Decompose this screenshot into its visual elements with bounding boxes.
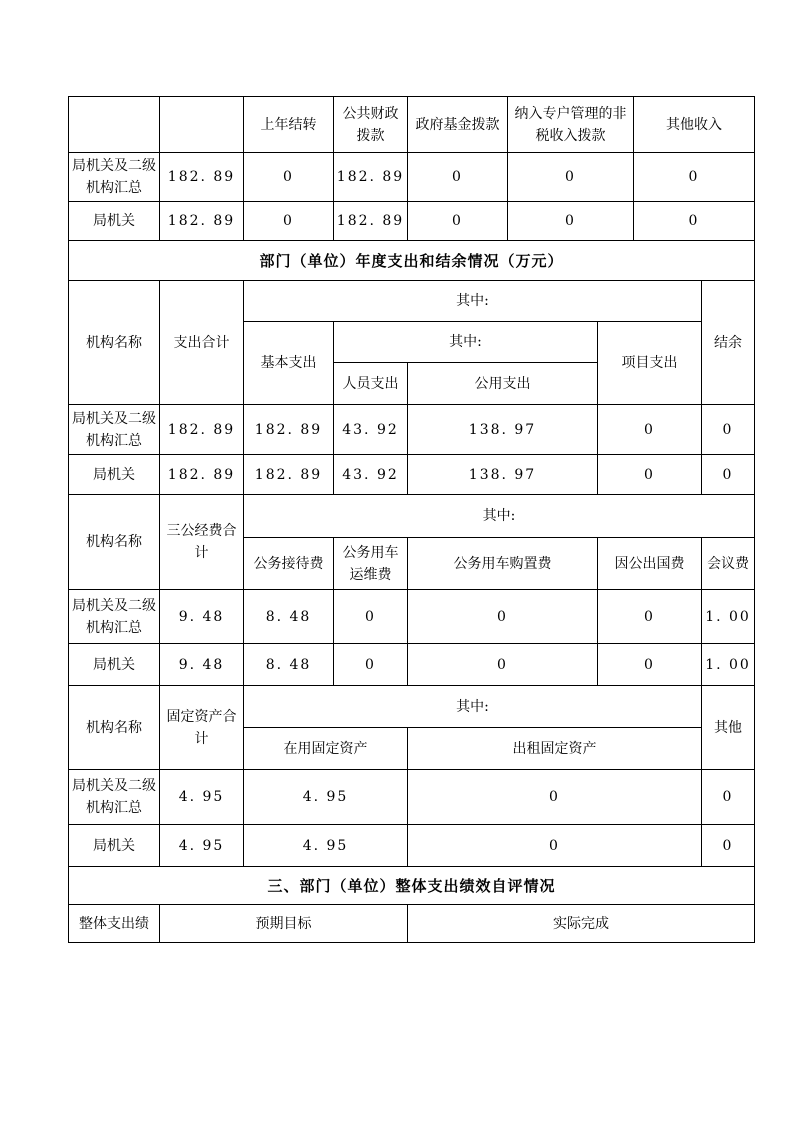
cell-value: 0	[244, 202, 334, 241]
cell-value: 0	[408, 153, 508, 202]
header-assets-total: 固定资产合计	[160, 686, 244, 770]
header-personnel-expense: 人员支出	[334, 363, 408, 405]
cell-value: 0	[634, 202, 755, 241]
cell-value: 182. 89	[244, 455, 334, 495]
org-name: 局机关及二级机构汇总	[69, 590, 160, 644]
income-header-other: 其他收入	[634, 97, 755, 153]
section-title: 部门（单位）年度支出和结余情况（万元）	[69, 241, 755, 281]
table-row	[69, 153, 755, 202]
header-actual-completion: 实际完成	[408, 905, 755, 943]
cell-value: 0	[408, 590, 598, 644]
cell-value: 4. 95	[244, 825, 408, 867]
cell-value: 43. 92	[334, 405, 408, 455]
income-header-fund: 政府基金拨款	[408, 97, 508, 153]
table-row	[69, 825, 755, 867]
cell-value: 0	[408, 770, 702, 825]
org-name: 局机关	[69, 202, 160, 241]
table-row	[69, 202, 755, 241]
header-expense-total: 支出合计	[160, 281, 244, 405]
cell-value: 0	[634, 153, 755, 202]
header-reception-fee: 公务接待费	[244, 538, 334, 590]
header-project-expense: 项目支出	[598, 322, 702, 405]
cell-value: 9. 48	[160, 644, 244, 686]
cell-value: 4. 95	[244, 770, 408, 825]
table-row	[69, 405, 755, 455]
cell-value: 4. 95	[160, 770, 244, 825]
cell-value: 0	[408, 202, 508, 241]
cell-value: 138. 97	[408, 455, 598, 495]
sangong-header-row	[69, 495, 755, 538]
cell-value: 138. 97	[408, 405, 598, 455]
header-meeting-fee: 会议费	[702, 538, 755, 590]
cell-value: 1. 00	[702, 590, 755, 644]
org-name: 局机关及二级机构汇总	[69, 405, 160, 455]
cell-value: 0	[598, 405, 702, 455]
cell-value: 0	[702, 825, 755, 867]
org-name: 局机关	[69, 455, 160, 495]
cell-value: 8. 48	[244, 644, 334, 686]
cell-value: 0	[598, 590, 702, 644]
cell-value: 0	[598, 644, 702, 686]
org-name: 局机关及二级机构汇总	[69, 153, 160, 202]
expense-header-row	[69, 281, 755, 322]
cell-value: 0	[408, 644, 598, 686]
cell-value: 182. 89	[160, 153, 244, 202]
cell-value: 0	[244, 153, 334, 202]
income-header-blank	[69, 97, 160, 153]
header-org-name: 机构名称	[69, 495, 160, 590]
cell-value: 43. 92	[334, 455, 408, 495]
income-header-blank	[160, 97, 244, 153]
header-vehicle-operation-fee: 公务用车运维费	[334, 538, 408, 590]
performance-label: 整体支出绩	[69, 905, 160, 943]
header-among: 其中:	[244, 495, 755, 538]
income-header-row	[69, 97, 755, 153]
header-org-name: 机构名称	[69, 281, 160, 405]
header-public-expense: 公用支出	[408, 363, 598, 405]
header-abroad-fee: 因公出国费	[598, 538, 702, 590]
org-name: 局机关	[69, 825, 160, 867]
header-among: 其中:	[334, 322, 598, 363]
section-title: 三、部门（单位）整体支出绩效自评情况	[69, 867, 755, 905]
cell-value: 0	[702, 455, 755, 495]
budget-document	[68, 96, 751, 943]
cell-value: 0	[508, 153, 634, 202]
cell-value: 182. 89	[244, 405, 334, 455]
budget-table	[68, 96, 755, 943]
table-row	[69, 590, 755, 644]
header-among: 其中:	[244, 281, 702, 322]
header-balance: 结余	[702, 281, 755, 405]
table-row	[69, 644, 755, 686]
table-row	[69, 770, 755, 825]
cell-value: 0	[702, 770, 755, 825]
cell-value: 182. 89	[334, 153, 408, 202]
cell-value: 9. 48	[160, 590, 244, 644]
income-header-fiscal: 公共财政拨款	[334, 97, 408, 153]
performance-title-row	[69, 867, 755, 905]
table-row	[69, 455, 755, 495]
income-header-nontax: 纳入专户管理的非税收入拨款	[508, 97, 634, 153]
income-header-carryover: 上年结转	[244, 97, 334, 153]
header-vehicle-purchase-fee: 公务用车购置费	[408, 538, 598, 590]
org-name: 局机关	[69, 644, 160, 686]
header-sangong-total: 三公经费合计	[160, 495, 244, 590]
cell-value: 182. 89	[334, 202, 408, 241]
cell-value: 0	[334, 590, 408, 644]
cell-value: 8. 48	[244, 590, 334, 644]
header-among: 其中:	[244, 686, 702, 728]
cell-value: 1. 00	[702, 644, 755, 686]
cell-value: 182. 89	[160, 455, 244, 495]
cell-value: 0	[508, 202, 634, 241]
cell-value: 0	[598, 455, 702, 495]
assets-header-row	[69, 686, 755, 728]
performance-header-row	[69, 905, 755, 943]
cell-value: 182. 89	[160, 202, 244, 241]
cell-value: 0	[702, 405, 755, 455]
expense-title-row	[69, 241, 755, 281]
cell-value: 182. 89	[160, 405, 244, 455]
header-assets-in-use: 在用固定资产	[244, 728, 408, 770]
header-expected-target: 预期目标	[160, 905, 408, 943]
cell-value: 0	[334, 644, 408, 686]
header-other: 其他	[702, 686, 755, 770]
header-org-name: 机构名称	[69, 686, 160, 770]
cell-value: 0	[408, 825, 702, 867]
header-basic-expense: 基本支出	[244, 322, 334, 405]
header-assets-rented: 出租固定资产	[408, 728, 702, 770]
cell-value: 4. 95	[160, 825, 244, 867]
org-name: 局机关及二级机构汇总	[69, 770, 160, 825]
